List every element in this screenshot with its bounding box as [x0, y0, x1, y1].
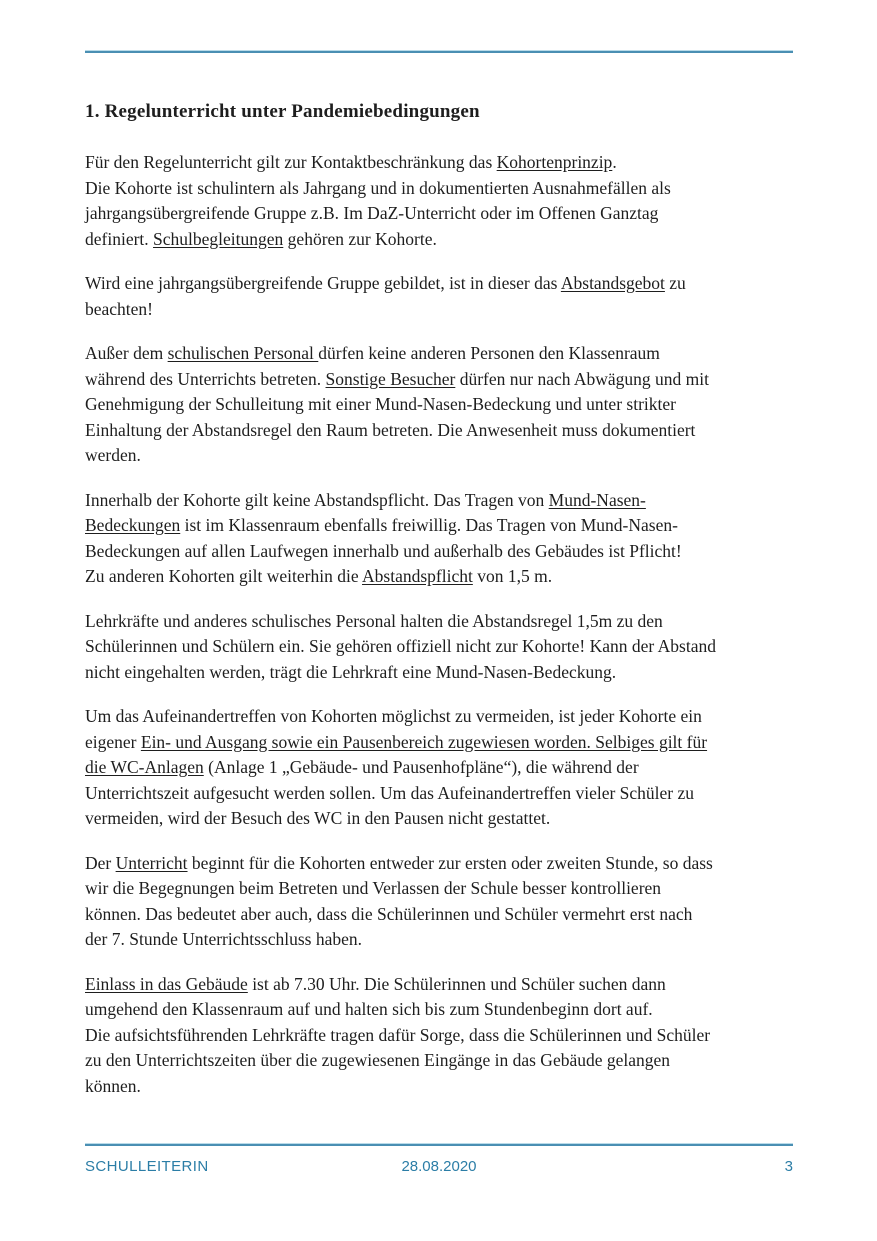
document-body [85, 101, 801, 1118]
underlined-text: Abstandsgebot [560, 273, 665, 293]
text-line [85, 1023, 801, 1049]
text-line [85, 755, 801, 781]
text-run: der 7. Stunde Unterrichtsschluss haben. [85, 929, 363, 949]
text-run: umgehend den Klassenraum auf und halten sich bis zum Stundenbeginn dort auf. [85, 999, 653, 1019]
text-line [85, 201, 801, 227]
text-run: beginnt für die Kohorten entweder zur ersten oder zweiten Stunde, so dass [187, 852, 713, 873]
text-line [85, 341, 801, 367]
text-run: können. [85, 1075, 141, 1096]
text-line [85, 227, 801, 253]
paragraph [85, 488, 801, 590]
underlined-text: schulischen Personal [167, 343, 319, 363]
text-run: jahrgangsübergreifende Gruppe z.B. Im DaZ-Unterricht oder im Offenen Ganztag [85, 203, 659, 223]
text-line [85, 539, 801, 565]
text-run: Die Kohorte ist schulintern als Jahrgang und in dokumentierten Ausnahmefällen als [85, 177, 671, 198]
text-run: (Anlage 1 „Gebäude- und Pausenhofpläne“), die während der [203, 757, 639, 777]
text-run: zu den Unterrichtszeiten über die zugewiesenen Eingänge in das Gebäude gelangen [85, 1050, 671, 1070]
paragraph [85, 704, 801, 832]
text-run: Wird eine jahrgangsübergreifende Gruppe gebildet, ist in dieser das [85, 273, 561, 293]
paragraph [85, 341, 801, 469]
text-run: Der [85, 852, 116, 873]
text-run: beachten! [85, 298, 154, 319]
paragraph [85, 851, 801, 953]
text-run: können. Das bedeutet aber auch, dass die Schülerinnen und Schüler vermehrt erst nach [85, 903, 693, 924]
text-run: Lehrkräfte und anderes schulisches Personal halten die Abstandsregel 1,5m zu den [85, 610, 663, 631]
text-line [85, 609, 801, 635]
text-run: ist im Klassenraum ebenfalls freiwillig. Das Tragen von Mund-Nasen- [180, 515, 678, 535]
text-run: ist ab 7.30 Uhr. Die Schülerinnen und Schüler suchen dann [247, 973, 666, 994]
text-line [85, 997, 801, 1023]
text-run: zu [664, 273, 686, 293]
text-run: von 1,5 m. [472, 566, 553, 586]
text-line [85, 1074, 801, 1100]
underlined-text: Abstandspflicht [362, 566, 473, 586]
text-run: werden. [85, 445, 141, 465]
paragraph [85, 609, 801, 686]
text-run: Schülerinnen und Schülern ein. Sie gehören offiziell nicht zur Kohorte! Kann der Abstand [85, 636, 716, 656]
text-run: wir die Begegnungen beim Betreten und Verlassen der Schule besser kontrollieren [85, 878, 662, 898]
text-run: gehören zur Kohorte. [283, 228, 437, 249]
text-line [85, 488, 801, 514]
underlined-text: Bedeckungen [85, 515, 181, 535]
section-heading: 1. Regelunterricht unter Pandemiebedingungen [85, 101, 480, 122]
header-divider [85, 50, 793, 53]
text-run: Außer dem [85, 343, 168, 363]
text-run: . [612, 152, 617, 172]
text-line [85, 271, 801, 297]
text-run: Die aufsichtsführenden Lehrkräfte tragen dafür Sorge, dass die Schülerinnen und Schüler [85, 1024, 711, 1045]
text-line [85, 781, 801, 807]
underlined-text: Einlass in das Gebäude [85, 973, 248, 994]
text-line [85, 418, 801, 444]
text-run: dürfen nur nach Abwägung und mit [455, 368, 710, 389]
text-line [85, 634, 801, 660]
paragraph [85, 150, 801, 252]
underlined-text: Mund-Nasen- [548, 489, 646, 510]
text-run: Unterrichtszeit aufgesucht werden sollen. Um das Aufeinandertreffen vieler Schüler zu [85, 782, 695, 803]
text-line [85, 513, 801, 539]
text-run: Innerhalb der Kohorte gilt keine Abstandspflicht. Das Tragen von [85, 489, 549, 510]
text-run: dürfen keine anderen Personen den Klassenraum [318, 343, 660, 363]
text-line [85, 392, 801, 418]
text-run: definiert. [85, 228, 154, 249]
text-line [85, 730, 801, 756]
text-run: nicht eingehalten werden, trägt die Lehrkraft eine Mund-Nasen-Bedeckung. [85, 661, 617, 682]
text-line [85, 1048, 801, 1074]
text-line [85, 176, 801, 202]
page-footer [85, 1158, 793, 1175]
text-run: eigener [85, 731, 141, 752]
text-line [85, 443, 801, 469]
text-run: Um das Aufeinandertreffen von Kohorten möglichst zu vermeiden, ist jeder Kohorte ein [85, 706, 702, 726]
underlined-text: Unterricht [115, 852, 188, 873]
text-line [85, 704, 801, 730]
text-run: Bedeckungen auf allen Laufwegen innerhalb und außerhalb des Gebäudes ist Pflicht! [85, 540, 682, 561]
text-line [85, 806, 801, 832]
paragraph [85, 271, 801, 322]
footer-divider [85, 1143, 793, 1146]
text-line [85, 150, 801, 176]
underlined-text: die WC-Anlagen [85, 757, 204, 777]
text-run: vermeiden, wird der Besuch des WC in den Pausen nicht gestattet. [85, 808, 551, 828]
footer-date: 28.08.2020 [401, 1158, 477, 1175]
text-run: Genehmigung der Schulleitung mit einer Mund-Nasen-Bedeckung und unter strikter [85, 394, 676, 414]
text-line [85, 927, 801, 953]
text-run: Einhaltung der Abstandsregel den Raum betreten. Die Anwesenheit muss dokumentiert [85, 419, 696, 440]
text-line [85, 902, 801, 928]
text-run: Zu anderen Kohorten gilt weiterhin die [85, 566, 363, 586]
underlined-text: Sonstige Besucher [325, 368, 456, 389]
paragraph [85, 972, 801, 1100]
text-line [85, 876, 801, 902]
text-line [85, 367, 801, 393]
text-run: während des Unterrichts betreten. [85, 368, 326, 389]
footer-author: SCHULLEITERIN [85, 1158, 209, 1175]
page-number: 3 [784, 1158, 793, 1175]
underlined-text: Kohortenprinzip [496, 152, 613, 172]
text-line [85, 297, 801, 323]
underlined-text: Ein- und Ausgang sowie ein Pausenbereich zugewiesen worden. Selbiges gilt für [140, 731, 708, 752]
underlined-text: Schulbegleitungen [153, 228, 284, 249]
text-line [85, 851, 801, 877]
text-line [85, 972, 801, 998]
text-run: Für den Regelunterricht gilt zur Kontaktbeschränkung das [85, 152, 497, 172]
text-line [85, 660, 801, 686]
text-line [85, 564, 801, 590]
paragraphs [85, 150, 801, 1099]
